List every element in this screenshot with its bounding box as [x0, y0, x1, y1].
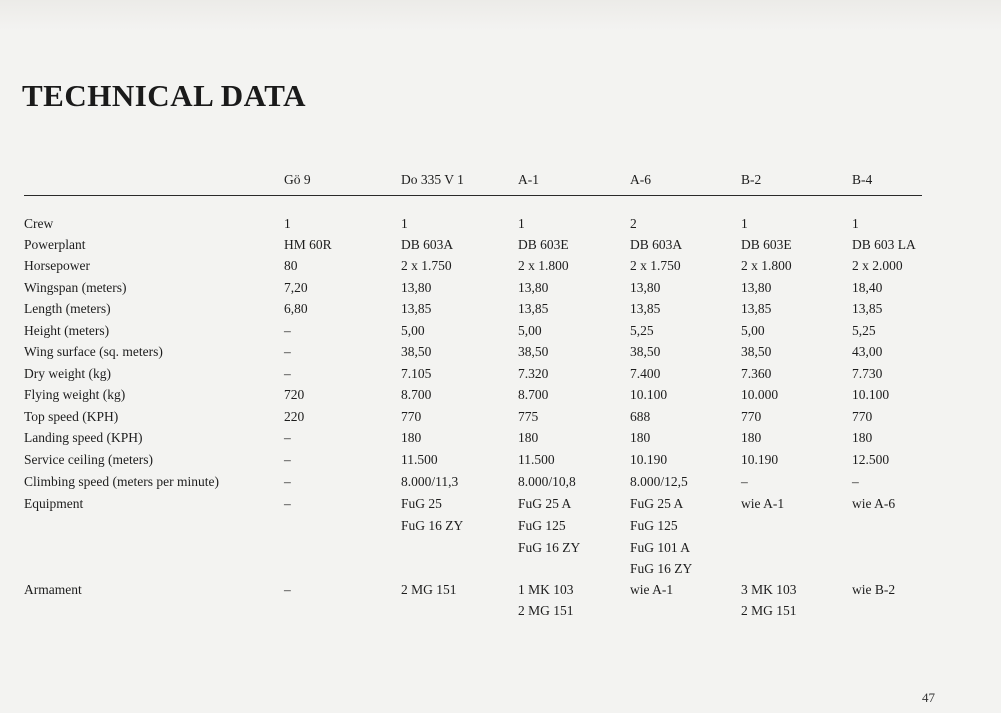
table-row [0, 385, 1001, 405]
table-row [0, 516, 1001, 536]
row-label: Armament [24, 582, 82, 597]
row-label: Wingspan (meters) [24, 280, 127, 295]
table-cell: 180 [518, 430, 539, 445]
table-cell: 13,80 [741, 280, 772, 295]
column-header-do335-v1: Do 335 V 1 [401, 172, 464, 187]
table-cell: 2 x 1.750 [630, 258, 681, 273]
table-cell: 8.000/12,5 [630, 474, 688, 489]
table-cell: 7.320 [518, 366, 549, 381]
table-cell: 5,00 [518, 323, 542, 338]
table-cell: 10.190 [630, 452, 668, 467]
table-cell: 5,00 [401, 323, 425, 338]
row-label: Crew [24, 216, 54, 231]
table-cell: 10.100 [630, 387, 668, 402]
table-cell: 1 [401, 216, 408, 231]
table-cell: – [284, 366, 291, 381]
row-label: Height (meters) [24, 323, 110, 338]
table-cell: 180 [852, 430, 873, 445]
table-cell: 11.500 [518, 452, 555, 467]
row-label: Top speed (KPH) [24, 409, 119, 424]
table-cell: 13,85 [852, 301, 883, 316]
table-cell: 2 MG 151 [401, 582, 457, 597]
table-cell: 3 MK 103 [741, 582, 797, 597]
table-cell: 220 [284, 409, 305, 424]
table-cell: 770 [741, 409, 762, 424]
table-cell: 5,00 [741, 323, 765, 338]
row-label: Dry weight (kg) [24, 366, 111, 381]
table-cell: 180 [401, 430, 422, 445]
table-cell: 18,40 [852, 280, 883, 295]
table-cell: 5,25 [630, 323, 654, 338]
table-cell: 2 x 1.800 [518, 258, 569, 273]
table-cell: 2 MG 151 [741, 603, 797, 618]
table-cell: FuG 16 ZY [630, 561, 693, 576]
table-cell: DB 603E [518, 237, 569, 252]
table-cell: 13,80 [630, 280, 661, 295]
table-cell: 7.360 [741, 366, 772, 381]
table-cell: FuG 16 ZY [401, 518, 464, 533]
table-row [0, 580, 1001, 600]
table-cell: wie A-6 [852, 496, 896, 511]
table-row [0, 428, 1001, 448]
table-cell: 10.000 [741, 387, 779, 402]
row-label: Landing speed (KPH) [24, 430, 143, 445]
table-cell: HM 60R [284, 237, 332, 252]
table-cell: 1 [518, 216, 525, 231]
table-cell: 180 [741, 430, 762, 445]
table-cell: 1 [741, 216, 748, 231]
table-cell: 38,50 [630, 344, 661, 359]
row-label: Climbing speed (meters per minute) [24, 474, 219, 489]
table-cell: 38,50 [741, 344, 772, 359]
table-row [0, 214, 1001, 234]
table-row [0, 407, 1001, 427]
table-cell: 2 MG 151 [518, 603, 574, 618]
row-label: Equipment [24, 496, 84, 511]
table-cell: – [852, 474, 859, 489]
table-cell: – [284, 582, 291, 597]
table-cell: 1 [284, 216, 291, 231]
table-cell: 2 x 1.750 [401, 258, 452, 273]
table-cell: 1 [852, 216, 859, 231]
table-row [0, 601, 1001, 621]
table-cell: – [284, 430, 291, 445]
table-row [0, 472, 1001, 492]
table-cell: 7.730 [852, 366, 883, 381]
table-cell: 13,85 [518, 301, 549, 316]
table-cell: FuG 16 ZY [518, 540, 581, 555]
table-cell: FuG 25 A [630, 496, 684, 511]
table-cell: DB 603E [741, 237, 792, 252]
table-cell: 688 [630, 409, 651, 424]
column-header-b2: B-2 [741, 172, 762, 187]
table-cell: 10.100 [852, 387, 890, 402]
table-cell: 2 [630, 216, 637, 231]
table-cell: 7.105 [401, 366, 432, 381]
header-divider [24, 195, 922, 196]
column-header-b4: B-4 [852, 172, 873, 187]
table-cell: DB 603A [630, 237, 683, 252]
row-label: Service ceiling (meters) [24, 452, 153, 467]
table-cell: FuG 25 A [518, 496, 572, 511]
table-cell: – [284, 452, 291, 467]
table-cell: 8.000/11,3 [401, 474, 459, 489]
table-cell: 11.500 [401, 452, 438, 467]
table-cell: 8.700 [518, 387, 549, 402]
table-cell: 43,00 [852, 344, 883, 359]
table-cell: 38,50 [518, 344, 549, 359]
row-label: Horsepower [24, 258, 90, 273]
table-cell: 180 [630, 430, 651, 445]
table-cell: FuG 125 [630, 518, 678, 533]
table-cell: 13,80 [401, 280, 432, 295]
table-row [0, 299, 1001, 319]
table-row [0, 256, 1001, 276]
table-cell: – [284, 344, 291, 359]
row-label: Powerplant [24, 237, 86, 252]
table-row [0, 364, 1001, 384]
table-cell: 13,85 [401, 301, 432, 316]
table-cell: 6,80 [284, 301, 308, 316]
column-header-a6: A-6 [630, 172, 651, 187]
table-cell: – [284, 474, 291, 489]
table-cell: 2 x 2.000 [852, 258, 903, 273]
table-cell: DB 603A [401, 237, 454, 252]
table-cell: 775 [518, 409, 539, 424]
table-cell: 5,25 [852, 323, 876, 338]
table-cell: 7.400 [630, 366, 661, 381]
row-label: Flying weight (kg) [24, 387, 126, 402]
top-edge-strip [0, 0, 1001, 30]
table-row [0, 559, 1001, 579]
table-cell: wie A-1 [630, 582, 674, 597]
row-label: Length (meters) [24, 301, 111, 316]
table-cell: 13,85 [630, 301, 661, 316]
table-row [0, 235, 1001, 255]
table-cell: 770 [401, 409, 422, 424]
table-cell: 8.700 [401, 387, 432, 402]
table-cell: 1 MK 103 [518, 582, 574, 597]
table-cell: 13,80 [518, 280, 549, 295]
table-row [0, 450, 1001, 470]
column-header-a1: A-1 [518, 172, 539, 187]
table-cell: 7,20 [284, 280, 308, 295]
table-cell: 12.500 [852, 452, 890, 467]
table-row [0, 321, 1001, 341]
table-row [0, 494, 1001, 514]
table-cell: – [741, 474, 748, 489]
table-cell: – [284, 323, 291, 338]
table-cell: wie A-1 [741, 496, 785, 511]
table-cell: FuG 101 A [630, 540, 691, 555]
table-cell: – [284, 496, 291, 511]
row-label: Wing surface (sq. meters) [24, 344, 163, 359]
table-cell: 10.190 [741, 452, 779, 467]
table-cell: 2 x 1.800 [741, 258, 792, 273]
table-cell: 8.000/10,8 [518, 474, 576, 489]
table-cell: 770 [852, 409, 873, 424]
page-number: 47 [922, 690, 935, 705]
column-header-go9: Gö 9 [284, 172, 311, 187]
table-cell: 720 [284, 387, 305, 402]
table-cell: DB 603 LA [852, 237, 916, 252]
page-title: TECHNICAL DATA [22, 78, 307, 113]
table-row [0, 538, 1001, 558]
table-cell: wie B-2 [852, 582, 896, 597]
table-cell: FuG 25 [401, 496, 442, 511]
table-cell: FuG 125 [518, 518, 566, 533]
table-row [0, 342, 1001, 362]
table-cell: 13,85 [741, 301, 772, 316]
table-row [0, 278, 1001, 298]
table-cell: 80 [284, 258, 298, 273]
table-cell: 38,50 [401, 344, 432, 359]
